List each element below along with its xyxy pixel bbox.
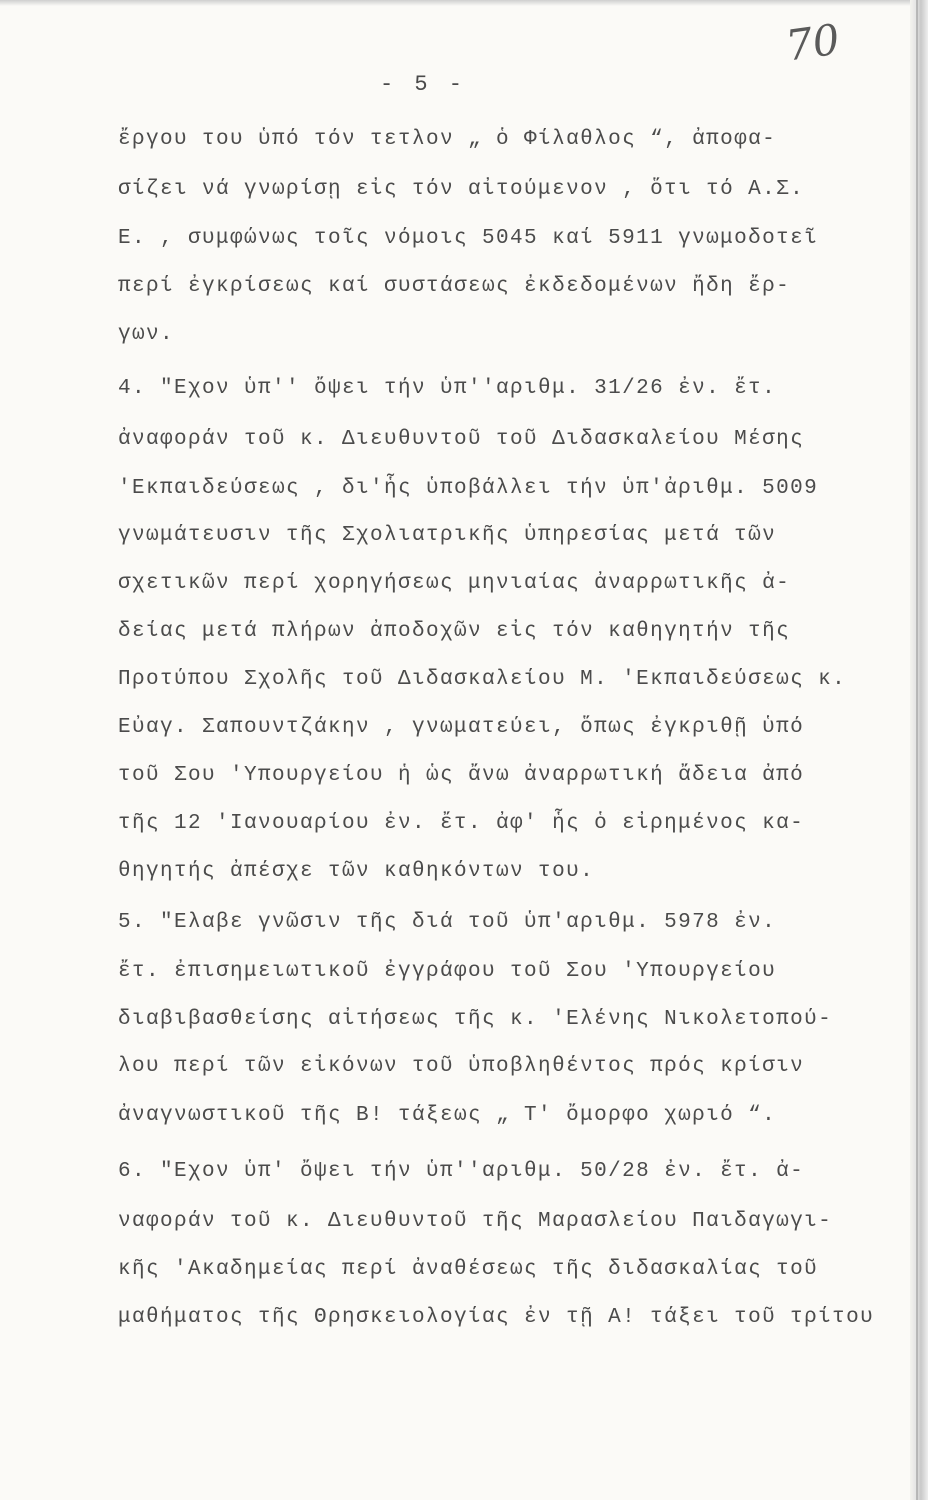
text-line: τῆς 12 'Ιανουαρίου ἐν. ἔτ. ἀφ' ἧς ὁ εἰρημένος κα- <box>118 812 805 835</box>
text-line: ναφοράν τοῦ κ. Διευθυντοῦ τῆς Μαρασλείου Παιδαγωγι- <box>118 1210 833 1233</box>
text-line: δείας μετά πλήρων ἀποδοχῶν εἰς τόν καθηγητήν τῆς <box>118 620 791 643</box>
text-line: Ε. , συμφώνως τοῖς νόμοις 5045 καί 5911 γνωμοδοτεῖ <box>118 227 819 250</box>
text-line: Εὐαγ. Σαπουντζάκην , γνωματεύει, ὅπως ἐγκριθῇ ὑπό <box>118 716 805 739</box>
text-line: σχετικῶν περί χορηγήσεως μηνιαίας ἀναρρωτικῆς ἀ- <box>118 572 791 595</box>
page-top-edge <box>0 0 928 6</box>
text-line: ἔτ. ἐπισημειωτικοῦ ἐγγράφου τοῦ Σου 'Υπουργείου <box>118 960 777 983</box>
text-line: ἀναφοράν τοῦ κ. Διευθυντοῦ τοῦ Διδασκαλείου Μέσης <box>118 428 805 451</box>
text-line: ἔργου του ὑπό τόν τετλον „ ὁ Φίλαθλος “, ἀποφα- <box>118 128 777 151</box>
binding-line <box>916 0 918 1500</box>
text-line: τοῦ Σου 'Υπουργείου ἡ ὡς ἄνω ἀναρρωτική ἄδεια ἀπό <box>118 764 805 787</box>
page-binding-edge <box>910 0 928 1500</box>
text-line: διαβιβασθείσης αἰτήσεως τῆς κ. 'Ελένης Νικολετοπού- <box>118 1008 833 1031</box>
text-line: 6. "Εχον ὑπ' ὄψει τήν ὑπ''αριθμ. 50/28 ἐν. ἔτ. ἀ- <box>118 1160 805 1183</box>
text-line: ἀναγνωστικοῦ τῆς Β! τάξεως „ Τ' ὄμορφο χωριό “. <box>118 1104 777 1127</box>
text-line: γνωμάτευσιν τῆς Σχολιατρικῆς ὑπηρεσίας μετά τῶν <box>118 524 777 547</box>
text-line: κῆς 'Ακαδημείας περί ἀναθέσεως τῆς διδασκαλίας τοῦ <box>118 1258 819 1281</box>
text-line: 4. "Εχον ὑπ'' ὄψει τήν ὑπ''αριθμ. 31/26 ἐν. ἔτ. <box>118 377 777 400</box>
text-line: περί ἐγκρίσεως καί συστάσεως ἐκδεδομένων ἤδη ἔρ- <box>118 275 791 298</box>
text-line: λου περί τῶν εἰκόνων τοῦ ὑποβληθέντος πρός κρίσιν <box>118 1055 805 1078</box>
text-line: θηγητής ἀπέσχε τῶν καθηκόντων του. <box>118 860 595 883</box>
page-number: - 5 - <box>380 72 467 97</box>
text-line: Προτύπου Σχολῆς τοῦ Διδασκαλείου Μ. 'Εκπαιδεύσεως κ. <box>118 668 847 691</box>
handwritten-folio-number: 70 <box>782 14 843 71</box>
text-line: γων. <box>118 323 175 346</box>
text-line: 'Εκπαιδεύσεως , δι'ἧς ὑποβάλλει τήν ὑπ'ἀριθμ. 5009 <box>118 477 819 500</box>
text-line: σίζει νά γνωρίσῃ εἰς τόν αἰτούμενον , ὅτι τό Α.Σ. <box>118 178 805 201</box>
text-line: μαθήματος τῆς Θρησκειολογίας ἐν τῇ Α! τάξει τοῦ τρίτου <box>118 1306 875 1329</box>
text-line: 5. "Ελαβε γνῶσιν τῆς διά τοῦ ὑπ'αριθμ. 5978 ἐν. <box>118 911 777 934</box>
